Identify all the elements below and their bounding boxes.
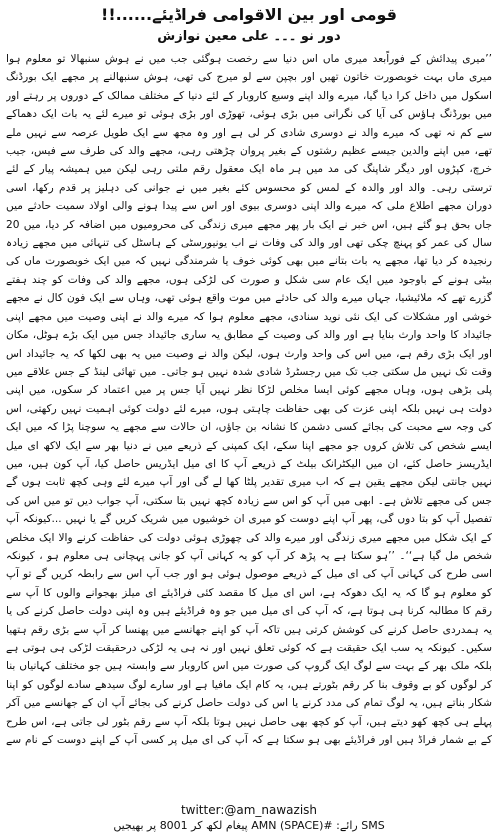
article-body: ’’میری پیدائش کے فوراًبعد میری ماں اس دنیا سے رخصت ہوگئی جب میں نے ہوش سنبھالا تو معلوم ہوا میری ماں بہت خوبصورت خاتون تھیں اور بچپن سے لو میرج کی تھی، ہوش سنبھالنے پر مجھے ایک بورڈنگ اسکول میں داخل کرا دیا گیا، میرے والد اپنے وسیع کاروبار کے لئے دنیا کے مختلف ممالک کے دوروں پر رہتے اور میں بورڈنگ ہاؤس کی آیا کی نگرانی میں بڑی ہوئی، تھوڑی اور بڑی ہوئی تو میرے لئے یہ بات ایک دھماکے سے کم نہ تھی کہ میرے والد نے دوسری شادی کر لی ہے اور وہ مجھ سے ایک طویل عرصہ سے نہیں ملے تھے، میں اپنے والدین جیسے عظیم رشتوں کے بغیر پروان چڑھتی رہی، مجھے والد کی طرف سے فیس، جیب خرچ، کپڑوں اور دیگر شاپنگ کی مد میں ہر ماہ ایک معقول رقم ملتی رہی لیکن میں ہمیشہ پیار کے لئے ترستی رہی۔ والد اور والدہ کے لمس کو محسوس کئے بغیر میں نے جوانی کی دہلیز پر قدم رکھا، اسی دوران مجھے اطلاع ملی کہ میرے والد اپنی دوسری بیوی اور اس سے پیدا ہونے والی اولاد سمیت حادثے میں جاں بحق ہو گئے ہیں، اس خبر نے ایک بار پھر مجھے میری زندگی کی محرومیوں میں اضافہ کر دیا، میں 20 سال کی عمر کو پہنچ چکی تھی اور والد کی وفات نے اب یونیورسٹی کے ہاسٹل کی تنہائی میں مجھے زیادہ رنجیدہ کر دیا تھا، مجھے یہ بات بتانے میں بھی کوئی خوف یا شرمندگی نہیں کہ میں ایک خوبصورت ماں کی بیٹی ہونے کے باوجود میں ایک عام سی شکل و صورت کی لڑکی ہوں، مجھے والد کی وفات کو چند ہفتے گزرے تھے کہ ملائیشیا، جہاں میرے والد کی حادثے میں موت واقع ہوئی تھی، وہاں سے ایک فون کال نے مجھے خوشی اور مشکلات کی ایک نئی نوید سنادی، مجھے معلوم ہوا کہ میرے والد نے اپنی وصیت میں مجھے اپنی جائیداد کا واحد وارث بنایا ہے اور والد کی وصیت کے مطابق یہ ساری جائیداد جس میں ایک بڑے ہوٹل، مکان اور ایک بڑی رقم ہے، میں اس کی واحد وارث ہوں، لیکن والد نے وصیت میں یہ بھی لکھا کہ یہ جائیداد اس وقت تک نہیں مل سکتی جب تک میں رجسٹرڈ شادی شدہ نہیں ہو جاتی۔ میں تھائی لینڈ کے جس علاقے میں پلی بڑھی ہوں، وہاں مجھے کوئی ایسا مخلص لڑکا نظر نہیں آیا جس پر میں اعتماد کر سکوں، میں اپنی دولت ہی نہیں بلکہ اپنی عزت کی بھی حفاظت چاہتی ہوں، میرے لئے دولت کوئی اہمیت نہیں رکھتی، اس کی وجہ سے محبت کی بجائے کسی دشمن کا نشانہ بن جاؤں، ان حالات سے مجھے یہ سوچنا پڑا کہ میں ایک ایسے شخص کی تلاش کروں جو مجھے اپنا سکے، ایک کمپنی کے ذریعے میں نے دنیا بھر سے ایک لاکھ ای میل ایڈریسز حاصل کئے، ان میں الیکٹرانک بیلٹ کے ذریعے آپ کا ای میل ایڈریس حاصل کیا، آپ کون ہیں، میں نہیں جانتی لیکن مجھے یقین ہے کہ اب میری تقدیر پلٹا کھا لے گی اور آپ میرے لئے وہی کچھ ثابت ہوں گے جس کی مجھے تلاش ہے۔ ابھی میں آپ کو اس سے زیادہ کچھ نہیں بتا سکتی، آپ جواب دیں تو میں اس کی تفصیل آپ کو بتا دوں گی، پھر آپ اپنے دوست کو میری ان خوشیوں میں شریک کریں گے یا نہیں ...کیونکہ آپ کے ایک شکل میں مجھے میری زندگی اور میرے والد کی چھوڑی ہوئی دولت کی حفاظت کرنے والا ایک مخلص شخص مل گیا ہے‘‘۔ ’’ہو سکتا ہے یہ پڑھ کر آپ کو یہ کہانی آپ کو جانی پہچانی ہی معلوم ہو ، کیونکہ اسی طرح کی کہانی آپ کی ای میل کے ذریعے موصول ہوئی ہو اور جب آپ اس سے رابطہ کریں گے تو آپ کو معلوم ہو گا کہ یہ ایک دھوکہ ہے، اس ای میل کا مقصد کئی فراڈیئے ای میلز بھجوانے والوں کا آپ سے رقم کا مطالبہ کرنا ہی ہوتا ہے، کہ آپ کی ای میل میں جو وہ فراڈیئے ہیں وہ اپنی دولت حاصل کرنے کی یا یہ ہمدردی حاصل کرنے کی کوشش کرتی ہیں تاکہ آپ کو اپنے جھانسے میں پھنسا کر آپ سے بڑی رقم ہتھیا سکیں۔ کیونکہ یہ سب ایک حقیقت ہے کہ کوئی تعلق نہیں اور نہ ہی یہ لڑکی درحقیقت لڑکی ہی ہوتی ہے بلکہ ملک بھر کے بہت سے لوگ ایک گروپ کی صورت میں اس کاروبار سے وابستہ ہیں جو مختلف کہانیاں بنا کر لوگوں کو بے وقوف بنا کر رقم بٹورتے ہیں، یہ کام ایک مافیا ہے اور سارے لوگ سیدھے سادے لوگوں کو اپنا شکار بناتے ہیں، یہ لوگ تمام کی مدد کرنے یا اس کی دولت حاصل کرنے کی بجائے آپ ان کے جھانسے میں آکر پہلے ہی کچھ کھو دیتے ہیں، آپ کو کچھ بھی حاصل نہیں ہوتا بلکہ آپ سے رقم بٹور لی جاتی ہے، اس طرح کے بے شمار فراڈ ہیں اور فراڈیئے بھی ہو سکتا ہے کہ آپ کی ای میل پر کسی آپ کے اپنے دوست کے نام سے (6, 53, 492, 747)
article-byline: دور نو ۔۔۔ علی معین نوازش (157, 29, 341, 44)
article-title: قومی اور بین الاقوامی فراڈیئے......!! (101, 5, 397, 24)
twitter-handle: twitter:@am_nawazish (180, 803, 318, 817)
sms-feedback-line: SMS رائے: #AMN (SPACE) پیغام لکھ کر 8001 پر بھیجیں (113, 819, 385, 832)
